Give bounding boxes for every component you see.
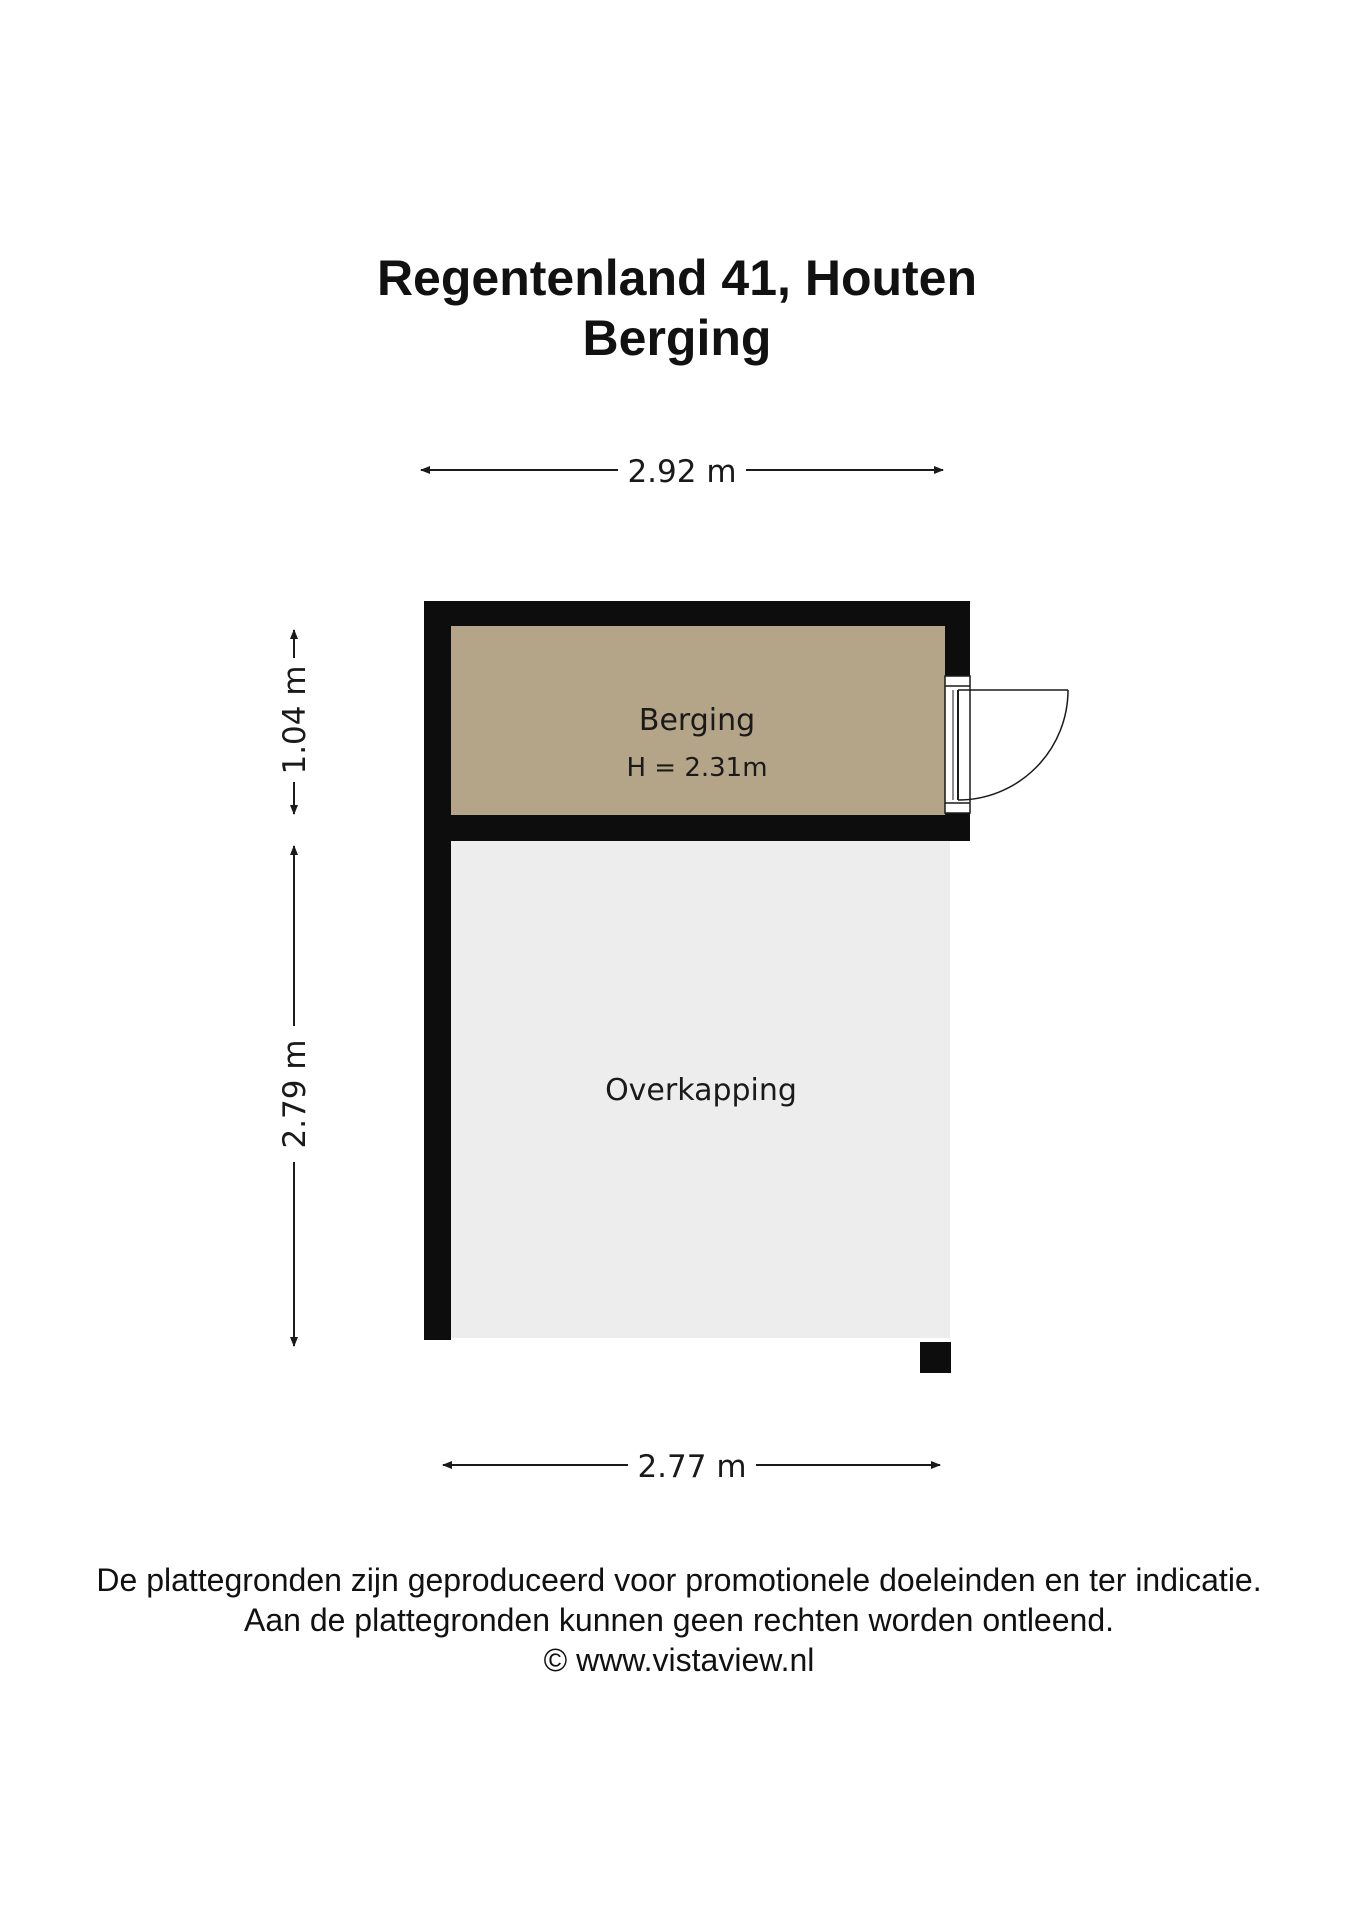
disclaimer-line: Aan de plattegronden kunnen geen rechten worden ontleend. bbox=[243, 1602, 1114, 1638]
copyright-line: © www.vistaview.nl bbox=[543, 1642, 815, 1678]
dimension-label: 2.92 m bbox=[627, 454, 737, 490]
floor-title: Berging bbox=[582, 310, 772, 366]
overkapping-label: Overkapping bbox=[605, 1073, 797, 1108]
berging-label: Berging bbox=[638, 703, 756, 738]
door bbox=[945, 676, 1068, 813]
dimension-top-width bbox=[421, 454, 943, 490]
column-post bbox=[920, 1342, 951, 1373]
berging-height-label: H = 2.31m bbox=[626, 753, 768, 783]
wall-right-upper bbox=[945, 601, 970, 676]
wall-top bbox=[424, 601, 970, 626]
dimension-bottom-width bbox=[443, 1449, 940, 1485]
wall-left bbox=[424, 601, 451, 1340]
dimension-label: 2.77 m bbox=[637, 1449, 747, 1485]
disclaimer bbox=[0, 1560, 1358, 1680]
dimension-label: 1.04 m bbox=[277, 665, 313, 775]
door-swing-arc bbox=[958, 690, 1068, 800]
dimension-berging-depth bbox=[277, 630, 313, 814]
wall-middle bbox=[448, 815, 970, 841]
disclaimer-line: De plattegronden zijn geproduceerd voor promotionele doeleinden en ter indicatie. bbox=[96, 1562, 1262, 1598]
wall-right-lower bbox=[945, 813, 970, 841]
page-title: Regentenland 41, Houten bbox=[376, 250, 978, 306]
dimension-label: 2.79 m bbox=[277, 1039, 313, 1149]
dimension-overkapping-depth bbox=[277, 846, 313, 1346]
